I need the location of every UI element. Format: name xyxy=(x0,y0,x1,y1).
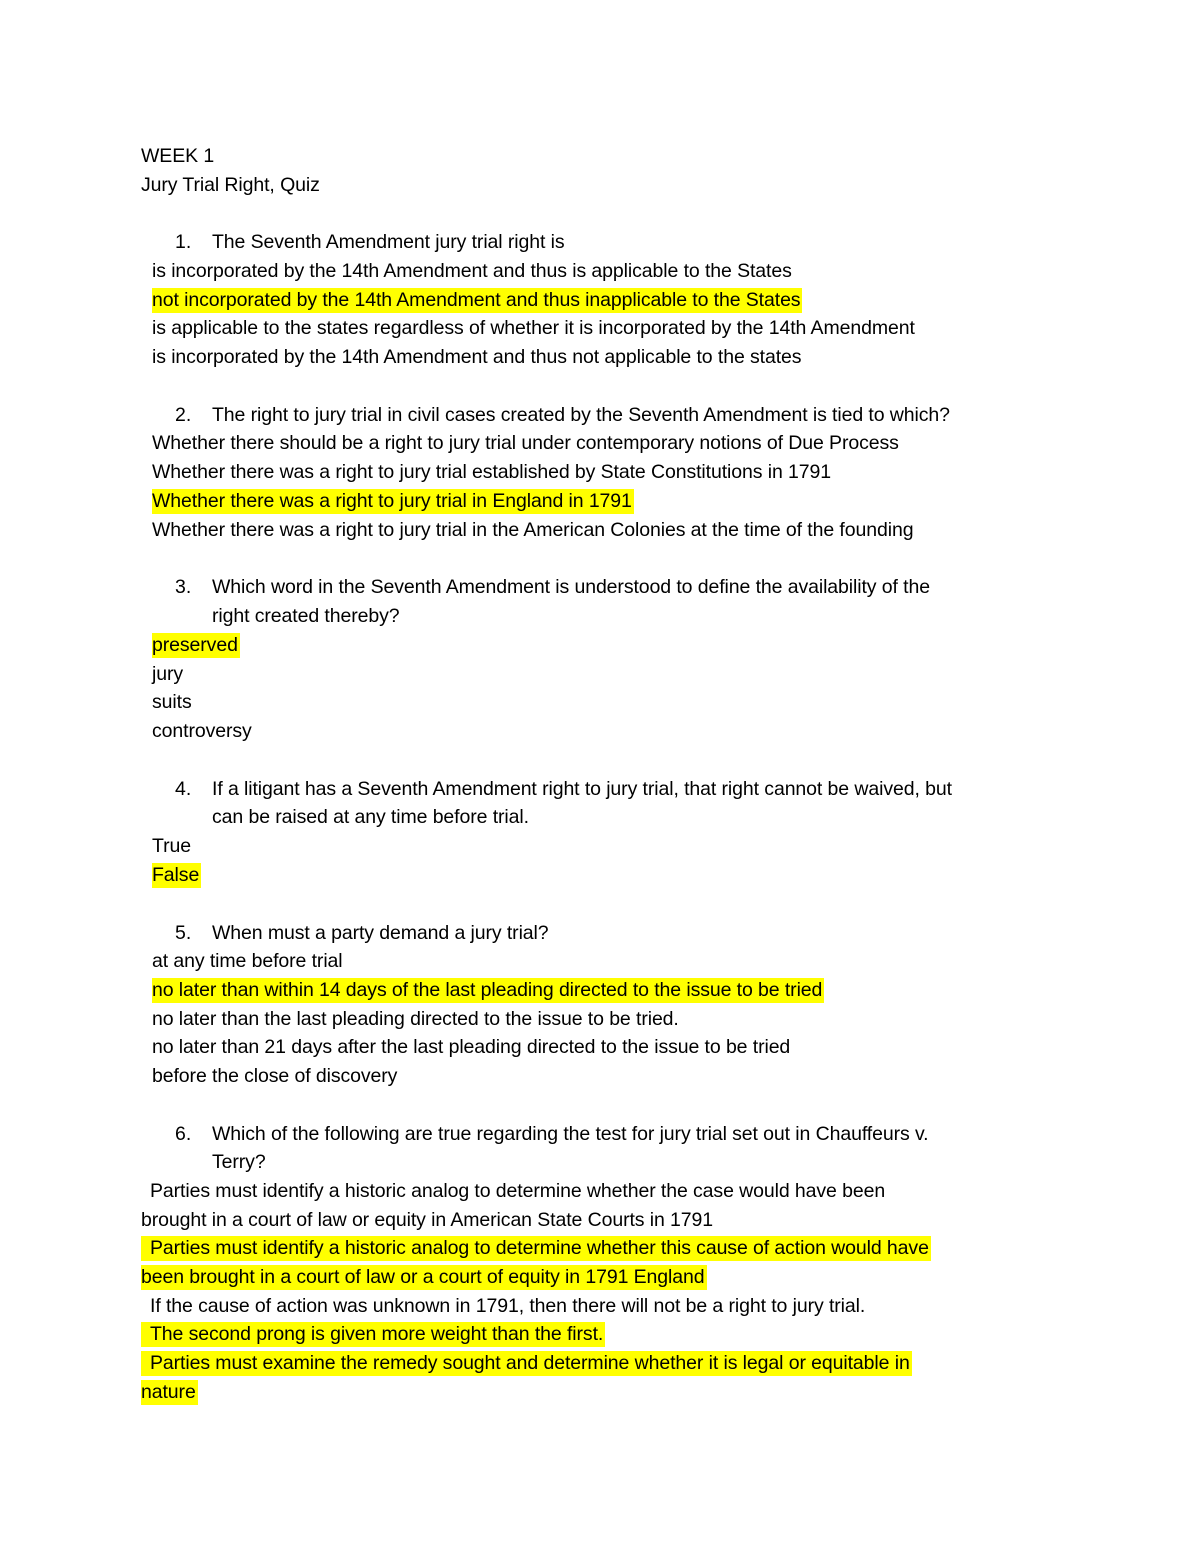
answer-option: suits xyxy=(152,691,192,713)
answer-option: is incorporated by the 14th Amendment and thus not applicable to the states xyxy=(152,346,802,368)
quiz-title: Jury Trial Right, Quiz xyxy=(141,174,320,196)
question-text: Which of the following are true regarding the test for jury trial set out in Chauffeurs v. xyxy=(212,1123,929,1145)
answer-option-highlighted: not incorporated by the 14th Amendment and thus inapplicable to the States xyxy=(152,289,801,311)
answer-option-highlighted: Parties must examine the remedy sought and determine whether it is legal or equitable in xyxy=(141,1349,912,1378)
answer-option: no later than the last pleading directed to the issue to be tried. xyxy=(152,1008,679,1030)
answer-option: Parties must identify a historic analog to determine whether the case would have been xyxy=(150,1180,886,1202)
question-number: 5. xyxy=(175,922,192,944)
question-number: 3. xyxy=(175,576,192,598)
answer-option: Whether there should be a right to jury trial under contemporary notions of Due Process xyxy=(152,432,899,454)
answer-option-highlighted: preserved xyxy=(152,634,238,656)
answer-option-highlighted: False xyxy=(152,864,200,886)
question-text: right created thereby? xyxy=(212,605,400,627)
question-text: Terry? xyxy=(212,1151,266,1173)
answer-option-highlighted: The second prong is given more weight than the first. xyxy=(141,1320,605,1349)
answer-option: Whether there was a right to jury trial in the American Colonies at the time of the founding xyxy=(152,519,914,541)
question-text: The right to jury trial in civil cases created by the Seventh Amendment is tied to which? xyxy=(212,404,950,426)
question-text: The Seventh Amendment jury trial right is xyxy=(212,231,565,253)
week-heading: WEEK 1 xyxy=(141,145,215,167)
answer-option: True xyxy=(152,835,191,857)
question-number: 2. xyxy=(175,404,192,426)
question-text: can be raised at any time before trial. xyxy=(212,806,529,828)
answer-option: is applicable to the states regardless of whether it is incorporated by the 14th Amendment xyxy=(152,317,915,339)
answer-option: at any time before trial xyxy=(152,950,343,972)
answer-option-highlighted: Parties must identify a historic analog to determine whether this cause of action would have xyxy=(141,1234,931,1263)
question-text: If a litigant has a Seventh Amendment right to jury trial, that right cannot be waived, but xyxy=(212,778,952,800)
answer-option: no later than 21 days after the last pleading directed to the issue to be tried xyxy=(152,1036,791,1058)
question-text: Which word in the Seventh Amendment is understood to define the availability of the xyxy=(212,576,930,598)
answer-option: jury xyxy=(152,663,184,685)
answer-option: is incorporated by the 14th Amendment and thus is applicable to the States xyxy=(152,260,792,282)
question-text: When must a party demand a jury trial? xyxy=(212,922,549,944)
answer-option: If the cause of action was unknown in 1791, then there will not be a right to jury trial. xyxy=(150,1295,866,1317)
question-number: 4. xyxy=(175,778,192,800)
answer-option-highlighted: no later than within 14 days of the last pleading directed to the issue to be tried xyxy=(152,979,823,1001)
answer-option-highlighted: nature xyxy=(141,1381,196,1403)
answer-option: Whether there was a right to jury trial established by State Constitutions in 1791 xyxy=(152,461,831,483)
question-number: 1. xyxy=(175,231,192,253)
answer-option-highlighted: Whether there was a right to jury trial in England in 1791 xyxy=(152,490,632,512)
question-number: 6. xyxy=(175,1123,192,1145)
answer-option-highlighted: been brought in a court of law or a court of equity in 1791 England xyxy=(141,1266,705,1288)
answer-option: controversy xyxy=(152,720,252,742)
answer-option: brought in a court of law or equity in American State Courts in 1791 xyxy=(141,1209,714,1231)
answer-option: before the close of discovery xyxy=(152,1065,398,1087)
